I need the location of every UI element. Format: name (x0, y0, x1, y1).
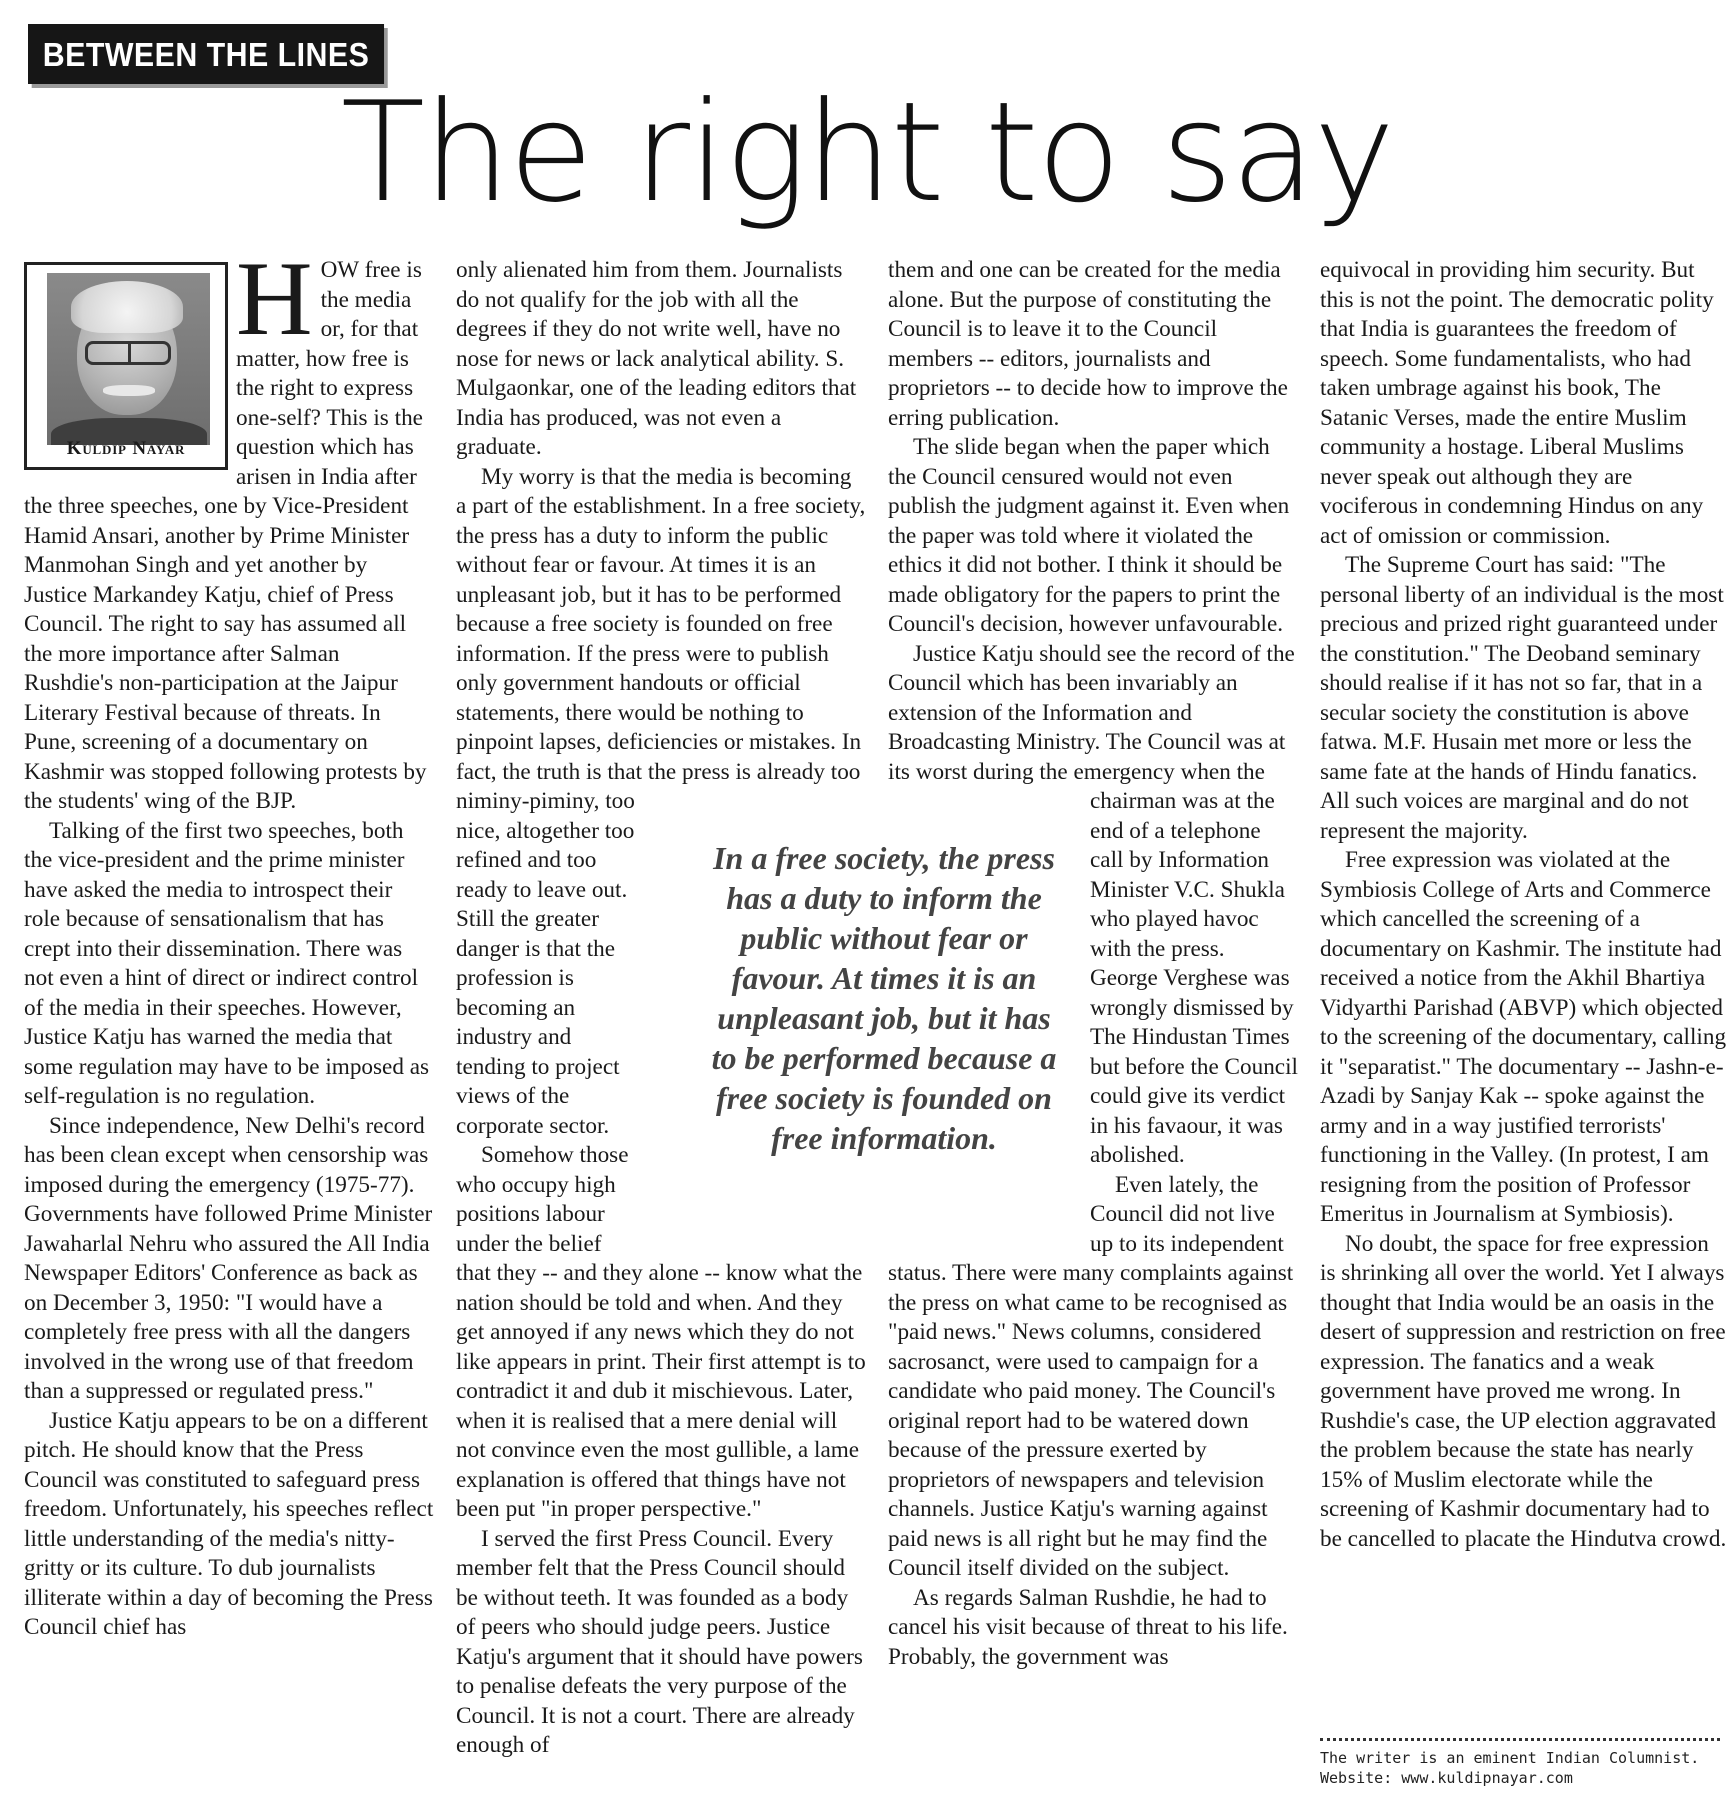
article-paragraph: Even lately, the Council did not live up to its independent status. There were many complaints against the press on what came to be recognised as "paid news." News columns, considered sacrosanct, were used to campaign for a candidate who paid money. The Council's original report had to be watered down because of the pressure exerted by proprietors of newspapers and television channels. Justice Katju's warning against paid news is all right but he may find the Council itself divided on the subject. (888, 1171, 1294, 1581)
article-paragraph: No doubt, the space for free expression is shrinking all over the world. Yet I always thought that India would be an oasis in the desert of suppression and restriction on free expression. The fanatics and a weak government have proved me wrong. In Rushdie's case, the UP election aggravated the problem because the state has nearly 15% of Muslim electorate while the screening of Kashmir documentary had to be cancelled to placate the Hindutva crowd. (1320, 1230, 1727, 1552)
dotted-divider (1320, 1738, 1720, 1741)
article-paragraph: The slide began when the paper which the Council censured would not even publish the judgment against it. Even when the paper was told where it violated the ethics it did not bother. I think it should be made obligatory for the papers to print the Council's decision, however unfavourable. (888, 434, 1290, 637)
author-note (1320, 1748, 1730, 1788)
author-byline-box (24, 262, 228, 470)
article-paragraph: only alienated him from them. Journalists do not qualify for the job with all the degrees if they do not write well, have no nose for news or lack analytical ability. S. Mulgaonkar, one of the leading editors that India has produced, was not even a graduate. (456, 257, 857, 460)
article-paragraph: My worry is that the media is becoming a part of the establishment. In a free society, the press has a duty to inform the public without fear or favour. At times it is an unpleasant job, but it has to be performed because a free society is founded on free information. If the press were to publish only government handouts or official statements, there would be nothing to pinpoint lapses, deficiencies or mistakes. In fact, the truth is that the press is already too niminy-piminy, too nice, altogether too refined and too ready to leave out. Still the greater danger is that the profession is becoming an industry and tending to project views of the corporate sector. (456, 463, 866, 1139)
section-kicker: BETWEEN THE LINES (28, 24, 384, 84)
author-note-line: The writer is an eminent Indian Columnist. (1320, 1749, 1700, 1767)
pull-quote: In a free society, the press has a duty to inform the public without fear or favour. At times it is an unpleasant job, but it has to be performed because a free society is founded on free information. (711, 840, 1057, 1156)
article-paragraph: Justice Katju should see the record of the Council which has been invariably an extension of the Information and Broadcasting Ministry. The Council was at its worst during the emergency when the chairman was at the end of a telephone call by Information Minister V.C. Shukla who played havoc with the press. George Verghese was wrongly dismissed by The Hindustan Times but before the Council could give its verdict in his favaour, it was abolished. (888, 640, 1298, 1168)
author-website: Website: www.kuldipnayar.com (1320, 1769, 1573, 1787)
article-column-1 (24, 256, 434, 1804)
drop-cap: H (236, 256, 313, 357)
article-column-4 (1320, 256, 1728, 1804)
article-paragraph: Talking of the first two speeches, both the vice-president and the prime minister have asked the media to introspect their role because of sensationalism that has crept into their dissemination. There was not even a hint of direct or indirect control of the media in their speeches. However, Justice Katju has warned the media that some regulation may have to be imposed as self-regulation is no regulation. (24, 817, 430, 1109)
article-paragraph: them and one can be created for the media alone. But the purpose of constituting the Council is to leave it to the Council members -- editors, journalists and proprietors -- to decide how to improve the erring publication. (888, 257, 1288, 431)
author-photo (47, 273, 210, 445)
article-column-3-body (888, 256, 1298, 1804)
article-paragraph: As regards Salman Rushdie, he had to cancel his visit because of threat to his life. Probably, the government was (888, 1584, 1288, 1670)
article-paragraph: Justice Katju appears to be on a different pitch. He should know that the Press Council was constituted to safeguard press freedom. Unfortunately, his speeches reflect little understanding of the media's nitty-gritty or its culture. To dub journalists illiterate within a day of becoming the Press Council chief has (24, 1407, 434, 1640)
article-paragraph: The Supreme Court has said: "The personal liberty of an individual is the most precious and prized right guaranteed under the constitution." The Deoband seminary should realise if it has not so far, that in a secular society the constitution is above fatwa. M.F. Husain met more or less the same fate at the hands of Hindu fanatics. All such voices are marginal and do not represent the majority. (1320, 552, 1724, 844)
article-paragraph: HOW free is the media or, for that matter, how free is the right to express one-self? This is the question which has arisen in India after the three speeches, one by Vice-President Hamid Ansari, another by Prime Minister Manmohan Singh and yet another by Justice Markandey Katju, chief of Press Council. The right to say has assumed all the more importance after Salman Rushdie's non-participation at the Jaipur Literary Festival because of threats. In Pune, screening of a documentary on Kashmir was stopped following protests by the students' wing of the BJP. (24, 256, 427, 814)
article-column-2-body (456, 256, 866, 1804)
article-paragraph: equivocal in providing him security. But this is not the point. The democratic polity that India is guarantees the freedom of speech. Some fundamentalists, who had taken umbrage against his book, The Satanic Verses, made the entire Muslim community a hostage. Liberal Muslims never speak out although they are vociferous in condemning Hindus on any act of omission or commission. (1320, 257, 1714, 549)
article-paragraph: Somehow those who occupy high positions labour under the belief that they -- and they alone -- know what the nation should be told and when. And they get annoyed if any news which they do not like appears in print. Their first attempt is to contradict it and dub it mischievous. Later, when it is realised that a mere denial will not convince even the most gullible, a lame explanation is offered that things have not been put "in proper perspective." (456, 1142, 866, 1522)
article-paragraph: Free expression was violated at the Symbiosis College of Arts and Commerce which cancelled the screening of a documentary on Kashmir. The institute had received a notice from the Akhil Bhartiya Vidyarthi Parishad (ABVP) which objected to the screening of the documentary, calling it "separatist." The documentary -- Jashn-e-Azadi by Sanjay Kak -- spoke against the army and in a way justified terrorists' functioning in the Valley. (In protest, I am resigning from the position of Professor Emeritus in Journalism at Symbiosis). (1320, 847, 1727, 1227)
author-name: Kuldip Nayar (66, 437, 186, 459)
article-paragraph: I served the first Press Council. Every member felt that the Press Council should be without teeth. It was founded as a body of peers who should judge peers. Justice Katju's argument that it should have powers to penalise defeats the very purpose of the Council. It is not a court. There are already enough of (456, 1525, 863, 1758)
page-title: The right to say (340, 72, 1394, 233)
article-paragraph: Since independence, New Delhi's record has been clean except when censorship was imposed during the emergency (1975-77). Governments have followed Prime Minister Jawaharlal Nehru who assured the All India Newspaper Editors' Conference as back as on December 3, 1950: "I would have a completely free press with all the dangers involved in the wrong use of that freedom than a suppressed or regulated press." (24, 1112, 433, 1404)
